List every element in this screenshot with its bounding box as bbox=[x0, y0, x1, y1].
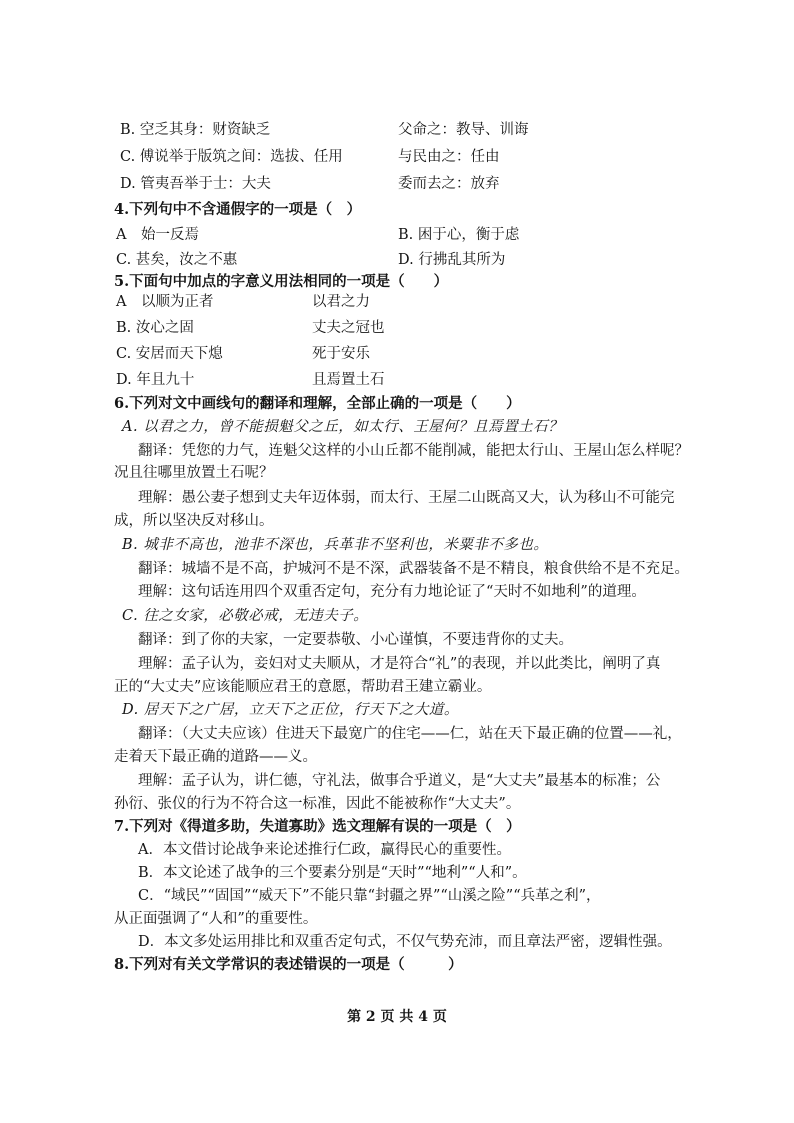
question-6-stem: 6.下列对文中画线句的翻译和理解，全部止确的一项是（ ） bbox=[114, 395, 521, 412]
q6-d-understanding-1: 理解：孟子认为，讲仁德，守礼法，做事合乎道义，是“大丈夫”最基本的标准；公 bbox=[138, 773, 661, 789]
q6-d-translation-2: 走着天下最正确的道路——义。 bbox=[114, 749, 317, 765]
question-5-stem: 5.下面句中加点的字意义用法相同的一项是（ ） bbox=[114, 273, 449, 290]
q5-option-b-right: 丈夫之冠也 bbox=[312, 320, 385, 336]
q6-c-original: C. 往之女家，必敬必戒，无违夫子。 bbox=[122, 608, 369, 624]
q6-a-translation-2: 况且往哪里放置土石呢？ bbox=[114, 465, 274, 481]
question-7-stem: 7.下列对《得道多助，失道寡助》选文理解有误的一项是（ ） bbox=[114, 818, 521, 835]
option-c-right: 与民由之：任由 bbox=[398, 149, 500, 165]
q4-option-d: D. 行拂乱其所为 bbox=[398, 252, 506, 268]
q7-option-b: B．本文论述了战争的三个要素分别是“天时”“地利”“人和”。 bbox=[138, 865, 527, 881]
q6-c-translation: 翻译：到了你的夫家，一定要恭敬、小心谨慎，不要违背你的丈夫。 bbox=[138, 632, 573, 648]
q6-d-understanding-2: 孙衍、张仪的行为不符合这一标准，因此不能被称作“大丈夫”。 bbox=[114, 796, 521, 812]
option-c-left: C. 傅说举于版筑之间：选拔、任用 bbox=[120, 149, 343, 165]
q6-b-original: B. 城非不高也，池非不深也，兵革非不坚利也，米粟非不多也。 bbox=[122, 537, 549, 553]
q7-option-d: D．本文多处运用排比和双重否定句式，不仅气势充沛，而且章法严密，逻辑性强。 bbox=[138, 934, 672, 950]
q6-b-understanding: 理解：这句话连用四个双重否定句，充分有力地论证了“天时不如地利”的道理。 bbox=[138, 584, 646, 600]
q6-a-translation-1: 翻译：凭您的力气，连魁父这样的小山丘都不能削减，能把太行山、王屋山怎么样呢？ bbox=[138, 443, 689, 459]
q5-option-b-left: B. 汝心之固 bbox=[116, 320, 194, 336]
q7-option-c-2: 从正面强调了“人和”的重要性。 bbox=[114, 911, 318, 927]
q7-option-c-1: C．“域民”“固国”“威天下”不能只靠“封疆之界”“山溪之险”“兵革之利”， bbox=[138, 888, 601, 904]
page-number-footer: 第 2 页 共 4 页 bbox=[347, 1009, 447, 1025]
q5-option-d-right: 且焉置土石 bbox=[312, 372, 385, 388]
q6-a-original: A. 以君之力，曾不能损魁父之丘，如太行、王屋何？且焉置土石？ bbox=[122, 419, 564, 435]
q5-option-a-right: 以君之力 bbox=[312, 294, 370, 310]
q6-d-translation-1: 翻译：（大丈夫应该）住进天下最宽广的住宅——仁，站在天下最正确的位置——礼， bbox=[138, 726, 682, 742]
q7-option-a: A．本文借讨论战争来论述推行仁政，赢得民心的重要性。 bbox=[138, 842, 511, 858]
question-8-stem: 8.下列对有关文学常识的表述错误的一项是（ ） bbox=[114, 956, 463, 973]
option-b-right: 父命之：教导、训诲 bbox=[398, 122, 529, 138]
q6-b-translation: 翻译：城墙不是不高，护城河不是不深，武器装备不是不精良，粮食供给不是不充足。 bbox=[138, 561, 689, 577]
q6-a-understanding-2: 成，所以坚决反对移山。 bbox=[114, 513, 274, 529]
q6-c-understanding-2: 正的“大丈夫”应该能顺应君王的意愿，帮助君王建立霸业。 bbox=[114, 679, 492, 695]
q5-option-a-left: A 以顺为正者 bbox=[116, 294, 214, 310]
q6-a-understanding-1: 理解：愚公妻子想到丈夫年迈体弱，而太行、王屋二山既高又大，认为移山不可能完 bbox=[138, 490, 675, 506]
option-d-right: 委而去之：放弃 bbox=[398, 176, 500, 192]
q5-option-c-left: C. 安居而天下熄 bbox=[116, 346, 223, 362]
option-b-left: B. 空乏其身：财资缺乏 bbox=[120, 122, 271, 138]
q4-option-b: B. 困于心，衡于虑 bbox=[398, 227, 520, 243]
q5-option-c-right: 死于安乐 bbox=[312, 346, 370, 362]
q6-c-understanding-1: 理解：孟子认为，妾妇对丈夫顺从，才是符合“礼”的表现，并以此类比，阐明了真 bbox=[138, 656, 661, 672]
q6-d-original: D. 居天下之广居，立天下之正位，行天下之大道。 bbox=[122, 702, 459, 718]
option-d-left: D. 管夷吾举于士：大夫 bbox=[120, 176, 271, 192]
q5-option-d-left: D. 年且九十 bbox=[116, 372, 195, 388]
q4-option-c: C. 甚矣，汝之不惠 bbox=[116, 252, 238, 268]
question-4-stem: 4.下列句中不含通假字的一项是（ ） bbox=[114, 201, 362, 218]
q4-option-a: A 始一反焉 bbox=[116, 227, 199, 243]
